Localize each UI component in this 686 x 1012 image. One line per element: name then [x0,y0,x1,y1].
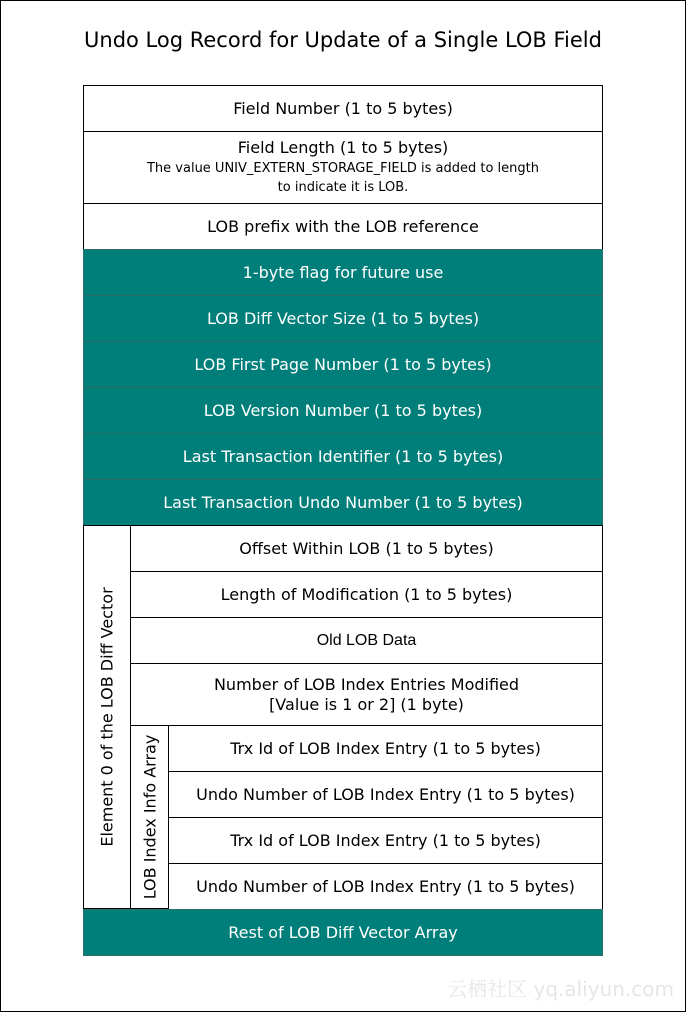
element-0-group [83,525,131,909]
undo-no-row-2 [168,863,603,910]
element-0-label: Element 0 of the LOB Diff Vector [97,587,117,847]
num-entries-line-2: [Value is 1 or 2] (1 byte) [269,695,464,714]
offset-label: Offset Within LOB (1 to 5 bytes) [239,539,494,558]
field-length-label: Field Length (1 to 5 bytes) [237,138,449,157]
diff-vector-size-label: LOB Diff Vector Size (1 to 5 bytes) [206,309,480,328]
trx-id-label-1: Trx Id of LOB Index Entry (1 to 5 bytes) [230,739,541,758]
length-mod-label: Length of Modification (1 to 5 bytes) [220,585,513,604]
undo-no-label-2: Undo Number of LOB Index Entry (1 to 5 bytes) [196,877,575,896]
version-number-row [83,387,603,434]
field-length-note-line-1: The value UNIV_EXTERN_STORAGE_FIELD is added to length [146,161,539,176]
trx-id-row-2 [168,817,603,864]
last-trx-id-row [83,433,603,480]
flag-row [83,249,603,296]
diagram-title: Undo Log Record for Update of a Single LOB Field [84,28,602,52]
field-number-row [83,85,603,132]
length-mod-row [130,571,603,618]
last-trx-id-label: Last Transaction Identifier (1 to 5 bytes) [182,447,504,466]
last-undo-no-row [83,479,603,526]
field-length-row [83,131,603,204]
rest-label: Rest of LOB Diff Vector Array [228,923,458,942]
rest-row [83,909,603,956]
first-page-label: LOB First Page Number (1 to 5 bytes) [194,355,492,374]
undo-no-row-1 [168,771,603,818]
num-entries-row [130,663,603,726]
offset-row [130,525,603,572]
index-info-group [130,725,169,909]
trx-id-label-2: Trx Id of LOB Index Entry (1 to 5 bytes) [230,831,541,850]
version-number-label: LOB Version Number (1 to 5 bytes) [203,401,483,420]
watermark: 云栖社区 yq.aliyun.com [447,977,674,1001]
old-data-row [130,617,603,664]
undo-no-label-1: Undo Number of LOB Index Entry (1 to 5 bytes) [196,785,575,804]
lob-prefix-row [83,203,603,250]
num-entries-line-1: Number of LOB Index Entries Modified [213,675,520,694]
flag-label: 1-byte flag for future use [242,263,444,282]
first-page-row [83,341,603,388]
lob-prefix-label: LOB prefix with the LOB reference [207,217,479,236]
old-data-label: Old LOB Data [316,631,417,649]
trx-id-row-1 [168,725,603,772]
last-undo-no-label: Last Transaction Undo Number (1 to 5 bytes) [163,493,523,512]
field-length-note-line-2: to indicate it is LOB. [277,180,409,195]
diff-vector-size-row [83,295,603,342]
index-info-label: LOB Index Info Array [140,734,159,900]
field-number-label: Field Number (1 to 5 bytes) [233,99,453,118]
